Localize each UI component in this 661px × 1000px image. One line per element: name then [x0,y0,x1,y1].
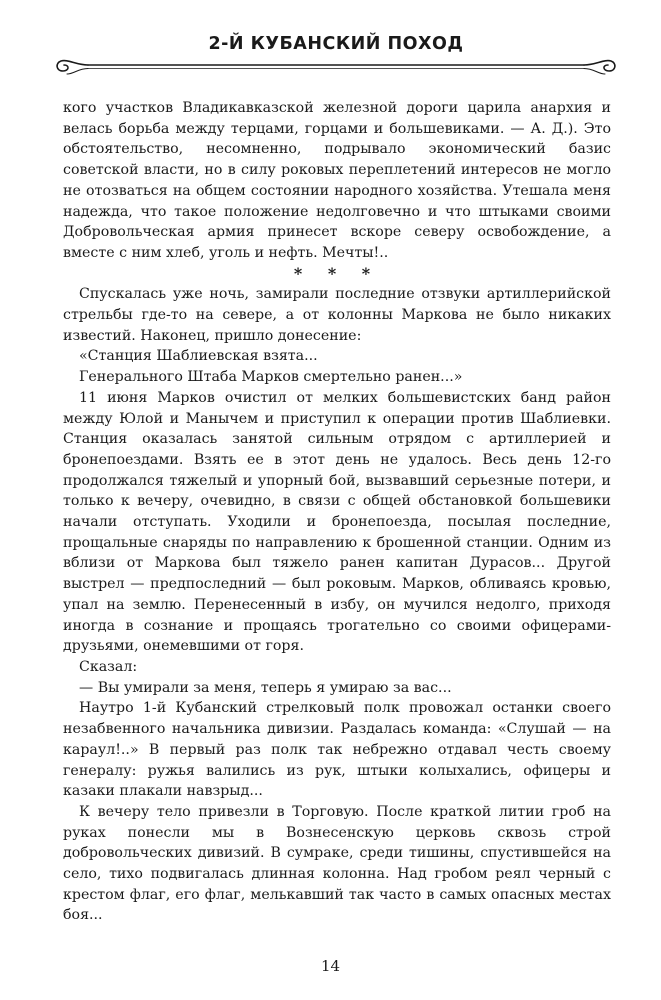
paragraph-quote: Генерального Штаба Марков смертельно ранен...» [79,369,463,386]
page-number: 14 [320,957,341,975]
paragraph: Сказал: [79,658,138,675]
paragraph: — Вы умирали за меня, теперь я умираю за вас... [79,679,452,696]
header-ornament-rule [52,56,620,78]
paragraph: кого участков Владикавказской железной дороги царила анархия и велась борьба между терцами, горцами и большевиками. — А. Д.). Это обстоятельство, несомненно, подрывало экономический базис советской власти, но в силу роковых переплетений интересов не могло не отозваться на общем состоянии народного хозяйства. Утешала меня надежда, что такое положение недолговечно и что штыками своими Добровольческая армия принесет вскоре северу освобождение, а вместе с ним хлеб, уголь и нефть. Мечты!.. [63,100,611,261]
running-header [52,22,620,80]
page-body [63,98,611,926]
paragraph: 11 июня Марков очистил от мелких большевистских банд район между Юлой и Манычем и приступил к операции против Шаблиевки. Станция оказалась занятой сильным отрядом с артиллерией и бронепоездами. Взять ее в этот день не удалось. Весь день 12-го продолжался тяжелый и упорный бой, вызвавший серьезные потери, и только к вечеру, очевидно, в связи с общей обстановкой большевики начали отступать. Уходили и бронепоезда, посылая последние, прощальные снаряды по направлению к брошенной станции. Одним из вблизи от Маркова был тяжело ранен капитан Дурасов... Другой выстрел — предпоследний — был роковым. Марков, обливаясь кровью, упал на землю. Перенесенный в избу, он мучился недолго, приходя иногда в сознание и прощаясь трогательно со своими офицерами-друзьями, онемевшими от горя. [63,389,611,655]
paragraph: Наутро 1-й Кубанский стрелковый полк провожал останки своего незабвенного начальника дивизии. Раздалась команда: «Слушай — на караул!..» В первый раз полк так небрежно отдавал честь своему генералу: ружья валились из рук, штыки колыхались, офицеры и казаки плакали навзрыд... [63,700,611,800]
paragraph: Спускалась уже ночь, замирали последние отзвуки артиллерийской стрельбы где-то на севере, а от колонны Маркова не было никаких известий. Наконец, пришло донесение: [63,286,611,344]
section-separator: * * * [293,263,381,283]
paragraph-quote: «Станция Шаблиевская взята... [79,348,318,365]
paragraph: К вечеру тело привезли в Торговую. После краткой литии гроб на руках понесли мы в Вознесенскую церковь сквозь строй добровольческих дивизий. В сумраке, среди тишины, спустившейся на село, тихо подвигалась длинная колонна. Над гробом реял черный с крестом флаг, его флаг, мелькавший так часто в самых опасных местах боя... [63,803,611,924]
running-header-title: 2-Й КУБАНСКИЙ ПОХОД [208,34,464,54]
